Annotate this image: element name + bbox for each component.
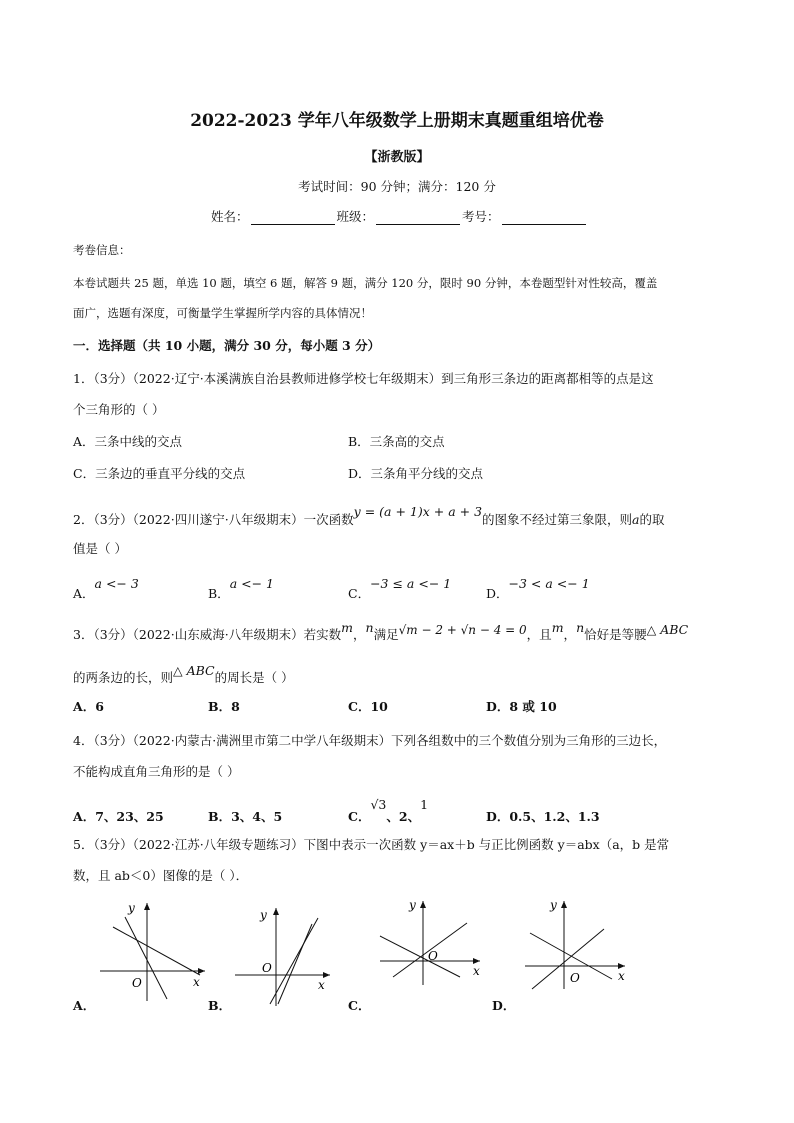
q1-option-b[interactable]: B．三条高的交点 bbox=[348, 434, 445, 449]
q2-formula: y = (a + 1)x + a + 3 bbox=[353, 504, 483, 519]
class-label: 班级： bbox=[336, 209, 375, 224]
q2-option-c[interactable] bbox=[348, 574, 452, 601]
graph-a-line-1 bbox=[113, 927, 200, 975]
q3-isosceles: 恰好是等腰 bbox=[584, 627, 647, 642]
q2-suffix2: 的取 bbox=[639, 512, 665, 527]
q3-option-c[interactable]: C．10 bbox=[348, 699, 388, 714]
q3-option-a[interactable]: A．6 bbox=[73, 699, 104, 714]
q2-option-d-math: −3 < a <− 1 bbox=[508, 576, 590, 591]
graph-a-x-arrow-icon bbox=[198, 968, 205, 974]
q4-option-d[interactable]: D．0.5、1.2、1.3 bbox=[486, 809, 600, 824]
q3-satisfy: 满足 bbox=[373, 627, 399, 642]
q3-and: ，且 bbox=[526, 627, 552, 642]
q2-option-d[interactable] bbox=[486, 574, 590, 601]
q3-comma2: ， bbox=[563, 627, 577, 642]
graph-c-y-arrow-icon bbox=[420, 901, 426, 908]
q3-option-b[interactable]: B．8 bbox=[208, 699, 240, 714]
q1-stem-line1: 1．（3分）（2022·辽宁·本溪满族自治县教师进修学校七年级期末）到三角形三条边的距离都相等的点是这 bbox=[73, 371, 654, 386]
class-field[interactable] bbox=[376, 211, 460, 225]
q3-stem-line2 bbox=[73, 663, 294, 686]
info-line-2: 面广，选题有深度，可衡量学生掌握所学内容的具体情况！ bbox=[73, 306, 372, 320]
exam-time: 考试时间：90 分钟；满分：120 分 bbox=[298, 179, 496, 194]
graph-b-y-label: y bbox=[260, 908, 267, 922]
q3-tri2: △ ABC bbox=[173, 663, 215, 678]
info-line-1: 本卷试题共 25 题，单选 10 题，填空 6 题，解答 9 题，满分 120 分，限时 90 分钟，本卷题型针对性较高，覆盖 bbox=[73, 276, 658, 290]
q2-suffix: 的图象不经过第三象限，则 bbox=[482, 512, 633, 527]
q2-option-a-math: a <− 3 bbox=[94, 576, 139, 591]
q5-graph-b bbox=[230, 900, 340, 1010]
q3-formula: √m − 2 + √n − 4 = 0 bbox=[398, 623, 527, 637]
q2-option-b-label: B． bbox=[208, 586, 230, 601]
q5-option-c[interactable]: C． bbox=[348, 998, 371, 1013]
q5-option-b[interactable]: B． bbox=[208, 998, 232, 1013]
section-heading: 一．选择题（共 10 小题，满分 30 分，每小题 3 分） bbox=[73, 338, 381, 353]
q4-option-c[interactable] bbox=[348, 795, 429, 824]
q3-prefix: 3．（3分）（2022·山东威海·八年级期末）若实数 bbox=[73, 627, 342, 642]
q3-option-d[interactable]: D．8 或 10 bbox=[486, 699, 557, 714]
q1-option-c[interactable]: C．三条边的垂直平分线的交点 bbox=[73, 466, 246, 481]
q2-option-b-math: a <− 1 bbox=[229, 576, 274, 591]
q2-option-a-label: A． bbox=[73, 586, 95, 601]
graph-d-y-arrow-icon bbox=[561, 901, 567, 908]
number-label: 考号： bbox=[462, 209, 500, 224]
q5-option-d[interactable]: D． bbox=[492, 998, 516, 1013]
q3-line2a: 的两条边的长，则 bbox=[73, 670, 174, 685]
q1-stem-line2: 个三角形的（ ） bbox=[73, 402, 165, 417]
q2-stem-line2: 值是（ ） bbox=[73, 541, 127, 556]
student-info-row bbox=[211, 207, 588, 225]
q2-option-b[interactable] bbox=[208, 574, 274, 601]
page-title: 2022-2023 学年八年级数学上册期末真题重组培优卷 bbox=[190, 111, 604, 131]
graph-c-line-1 bbox=[380, 936, 460, 977]
graph-a-y-label: y bbox=[128, 901, 135, 915]
info-heading: 考卷信息： bbox=[73, 243, 131, 257]
q5-graph-d bbox=[520, 893, 635, 993]
q5-stem-line2: 数，且 ab＜0）图像的是（ ）． bbox=[73, 868, 249, 883]
q3-line2b: 的周长是（ ） bbox=[214, 670, 294, 685]
q2-option-c-math: −3 ≤ a <− 1 bbox=[370, 576, 452, 591]
edition-label: 【浙教版】 bbox=[364, 150, 430, 165]
q2-prefix: 2．（3分）（2022·四川遂宁·八年级期末）一次函数 bbox=[73, 512, 354, 527]
graph-a-y-arrow-icon bbox=[144, 903, 150, 910]
q3-m: m bbox=[341, 620, 354, 635]
graph-c-x-label: x bbox=[473, 964, 480, 978]
q3-n: n bbox=[365, 620, 374, 635]
graph-c-y-label: y bbox=[409, 898, 416, 912]
q4-stem-line1: 4．（3分）（2022·内蒙古·满洲里市第二中学八年级期末）下列各组数中的三个数值分别为三角形的三边长， bbox=[73, 733, 667, 748]
graph-d-y-label: y bbox=[550, 898, 557, 912]
graph-b-line-2 bbox=[278, 924, 312, 1004]
q3-m2: m bbox=[551, 620, 564, 635]
q2-var: a bbox=[632, 512, 640, 527]
graph-c-origin-label: O bbox=[428, 949, 438, 963]
graph-d-x-label: x bbox=[618, 969, 625, 983]
q5-graph-c bbox=[375, 893, 490, 988]
q3-comma: ， bbox=[353, 627, 366, 642]
q4-option-c-one: 1 bbox=[420, 797, 429, 812]
q2-option-d-label: D． bbox=[486, 586, 509, 601]
q3-tri: △ ABC bbox=[646, 622, 689, 637]
q4-option-c-label: C． bbox=[348, 809, 371, 824]
graph-a-origin-label: O bbox=[132, 976, 142, 990]
graph-b-line-1 bbox=[270, 918, 318, 1004]
q2-option-c-label: C． bbox=[348, 586, 371, 601]
q4-option-b[interactable]: B．3、4、5 bbox=[208, 809, 283, 824]
q1-option-d[interactable]: D．三条角平分线的交点 bbox=[348, 466, 484, 481]
name-field[interactable] bbox=[251, 211, 335, 225]
q3-n2: n bbox=[576, 620, 585, 635]
number-field[interactable] bbox=[502, 211, 586, 225]
graph-d-line-2 bbox=[532, 929, 604, 989]
q5-stem-line1: 5．（3分）（2022·江苏·八年级专题练习）下图中表示一次函数 y＝ax＋b 与正比例函数 y＝abx（a，b 是常 bbox=[73, 837, 670, 852]
graph-b-x-label: x bbox=[318, 978, 325, 992]
q5-option-a[interactable]: A． bbox=[73, 998, 96, 1013]
graph-d-origin-label: O bbox=[570, 971, 580, 985]
q1-option-a[interactable]: A．三条中线的交点 bbox=[73, 434, 183, 449]
q4-option-c-sep: 、2、 bbox=[386, 809, 421, 824]
graph-b-origin-label: O bbox=[262, 961, 272, 975]
q2-option-a[interactable] bbox=[73, 574, 139, 601]
q4-option-a[interactable]: A．7、23、25 bbox=[73, 809, 164, 824]
q3-stem-line1 bbox=[73, 620, 689, 643]
q4-stem-line2: 不能构成直角三角形的是（ ） bbox=[73, 764, 240, 779]
graph-a-x-label: x bbox=[193, 975, 200, 989]
graph-b-y-arrow-icon bbox=[273, 908, 279, 915]
q4-option-c-sqrt: √3 bbox=[370, 797, 387, 812]
q2-stem-line1 bbox=[73, 504, 665, 528]
q5-graph-a bbox=[95, 895, 215, 1005]
name-label: 姓名： bbox=[211, 209, 249, 224]
